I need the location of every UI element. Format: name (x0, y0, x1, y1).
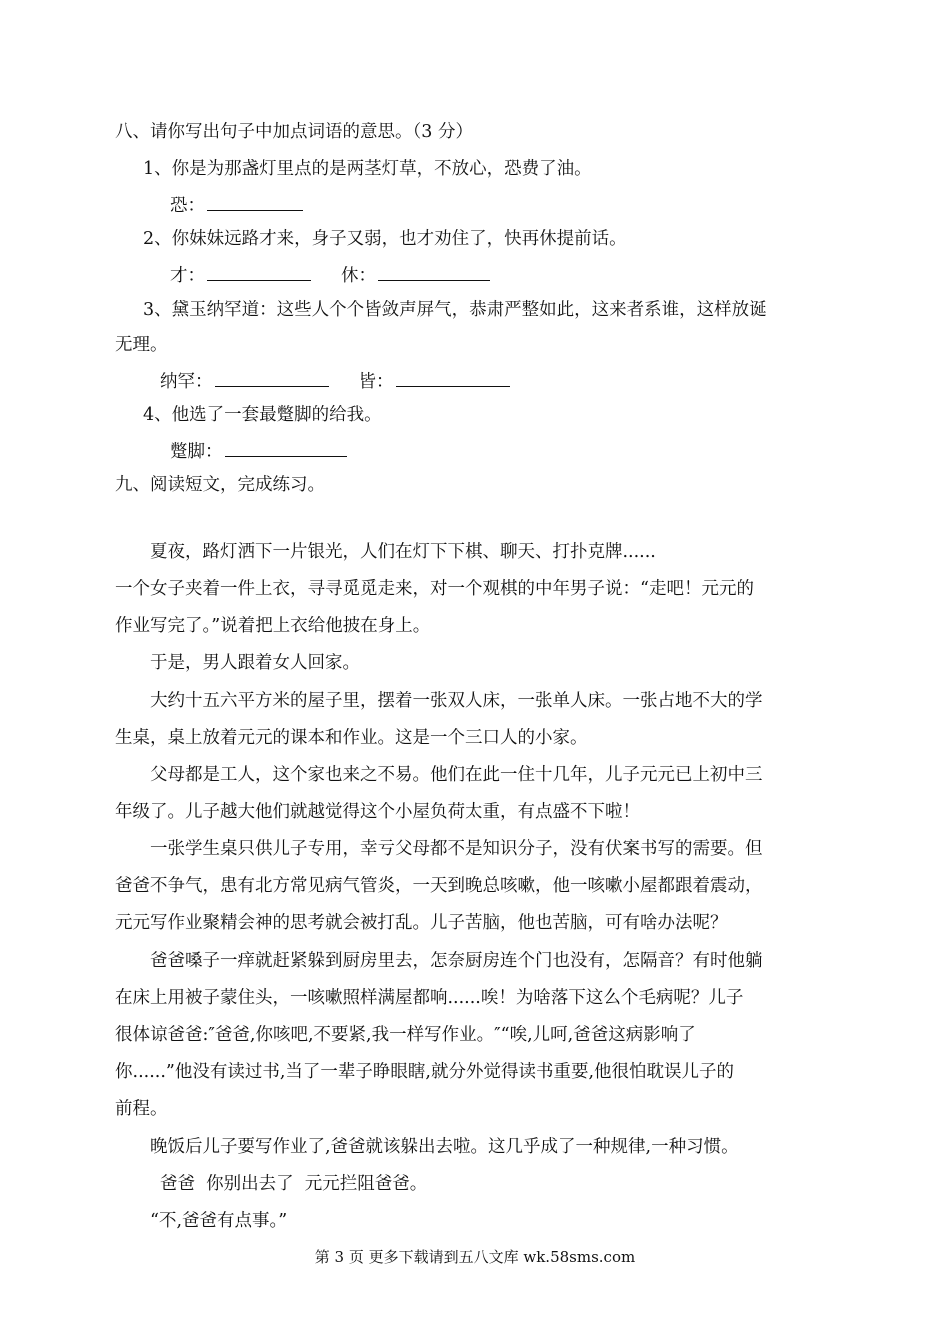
passage-line: 爸爸 你别出去了 元元拦阻爸爸。 (160, 1174, 428, 1194)
q2-word1-label: 才： (170, 266, 205, 286)
passage-line: “不,爸爸有点事。” (150, 1211, 288, 1231)
passage-line: 于是，男人跟着女人回家。 (150, 653, 360, 673)
passage-line: 爸爸嗓子一痒就赶紧躲到厨房里去，怎奈厨房连个门也没有，怎隔音？有时他躺 (150, 951, 763, 971)
q2-word2-label: 休： (341, 266, 376, 286)
passage-line: 年级了。儿子越大他们就越觉得这个小屋负荷太重，有点盛不下啦！ (115, 802, 640, 822)
passage-line: 夏夜，路灯洒下一片银光，人们在灯下下棋、聊天、打扑克牌...... (150, 542, 656, 562)
passage-line: 大约十五六平方米的屋子里，摆着一张双人床，一张单人床。一张占地不大的学 (150, 691, 763, 711)
q2-answer-row (170, 262, 490, 288)
passage-line: 你......”他没有读过书,当了一辈子睁眼瞎,就分外觉得读书重要,他很怕耽误儿子的 (115, 1062, 735, 1082)
q3-answer-blank-2[interactable] (396, 368, 510, 387)
q2-answer-blank-1[interactable] (207, 262, 311, 281)
q1-answer-blank[interactable] (207, 192, 303, 211)
passage-line: 一个女子夹着一件上衣，寻寻觅觅走来，对一个观棋的中年男子说：“走吧！元元的 (115, 579, 754, 599)
q1-answer-row (170, 192, 303, 218)
passage-line: 父母都是工人，这个家也来之不易。他们在此一住十几年，儿子元元已上初中三 (150, 765, 763, 785)
q4-answer-row (170, 438, 347, 464)
passage-line: 晚饭后儿子要写作业了,爸爸就该躲出去啦。这几乎成了一种规律,一种习惯。 (150, 1137, 739, 1157)
passage-line: 前程。 (115, 1099, 168, 1119)
passage-line: 很体谅爸爸:″爸爸,你咳吧,不要紧,我一样写作业。″“唉,儿呵,爸爸这病影响了 (115, 1025, 696, 1045)
section9-heading: 九、阅读短文，完成练习。 (115, 475, 325, 495)
passage-line: 一张学生桌只供儿子专用，幸亏父母都不是知识分子，没有伏案书写的需要。但 (150, 839, 763, 859)
page-footer: 第 3 页 更多下载请到五八文库 wk.58sms.com (314, 1248, 636, 1266)
q4-answer-blank[interactable] (225, 438, 347, 457)
q3-sentence-line2: 无理。 (115, 335, 168, 355)
q3-sentence-line1: 3、黛玉纳罕道：这些人个个皆敛声屏气，恭肃严整如此，这来者系谁，这样放诞 (143, 300, 767, 320)
passage-line: 爸爸不争气，患有北方常见病气管炎，一天到晚总咳嗽，他一咳嗽小屋都跟着震动， (115, 876, 763, 896)
q1-word-label: 恐： (170, 196, 205, 216)
q1-sentence: 1、你是为那盏灯里点的是两茎灯草，不放心，恐费了油。 (143, 159, 592, 179)
q2-answer-blank-2[interactable] (378, 262, 490, 281)
q4-word-label: 蹩脚： (170, 442, 223, 462)
passage-line: 元元写作业聚精会神的思考就会被打乱。儿子苦脑，他也苦脑，可有啥办法呢？ (115, 913, 728, 933)
q4-sentence: 4、他选了一套最蹩脚的给我。 (143, 405, 382, 425)
q3-word1-label: 纳罕： (160, 372, 213, 392)
q3-word2-label: 皆： (358, 372, 394, 392)
section8-heading: 八、请你写出句子中加点词语的意思。（3 分） (115, 122, 473, 142)
passage-line: 在床上用被子蒙住头，一咳嗽照样满屋都响......唉！为啥落下这么个毛病呢？儿子 (115, 988, 744, 1008)
q3-answer-row (160, 368, 510, 394)
q3-answer-blank-1[interactable] (215, 368, 329, 387)
q2-sentence: 2、你妹妹远路才来，身子又弱，也才劝住了，快再休提前话。 (143, 229, 627, 249)
passage-line: 作业写完了。”说着把上衣给他披在身上。 (115, 616, 431, 636)
passage-line: 生桌，桌上放着元元的课本和作业。这是一个三口人的小家。 (115, 728, 588, 748)
